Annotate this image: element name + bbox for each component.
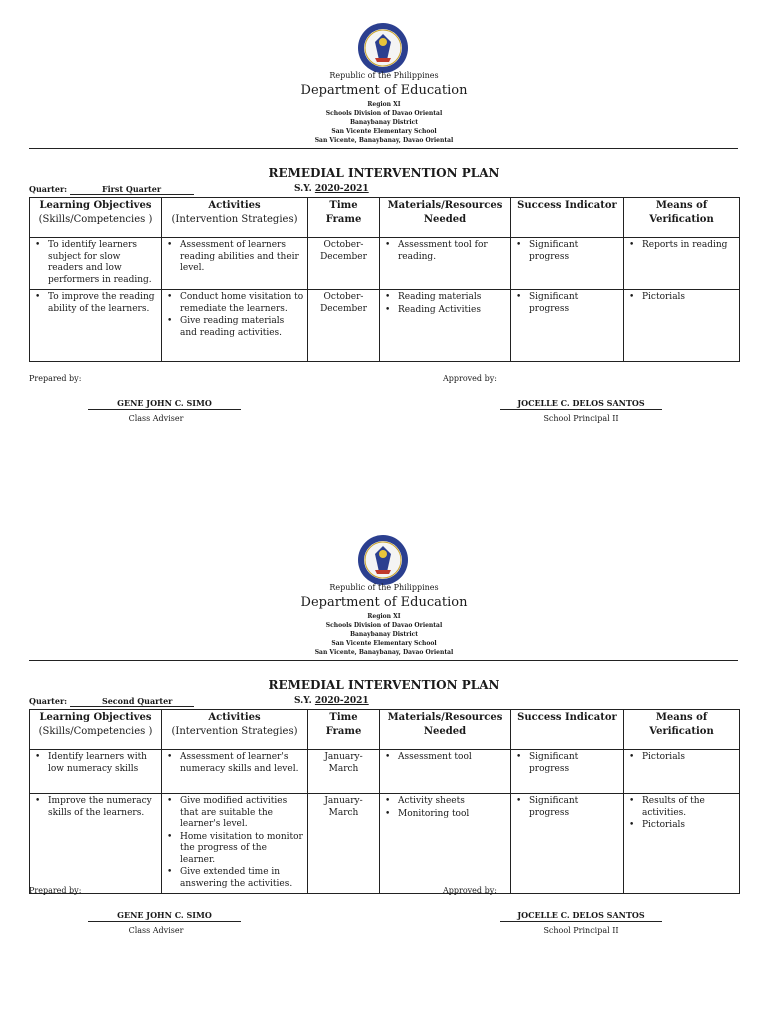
materials-cell: [380, 238, 511, 290]
prepared-by-position: Class Adviser: [128, 926, 184, 935]
quarter-value: First Quarter: [70, 184, 194, 195]
approved-by-name: JOCELLE C. DELOS SANTOS: [500, 910, 662, 922]
bullet-list: [627, 240, 736, 252]
address-text: San Vicente, Banaybanay, Davao Oriental: [314, 137, 454, 144]
objectives-cell: [30, 238, 162, 290]
bullet-list: [627, 292, 736, 304]
means-cell: [624, 290, 740, 362]
col-means: Means of Verification: [624, 198, 740, 238]
means-cell: [624, 750, 740, 794]
bullet-item: • Give modified activities that are suitable the learner's level.: [165, 796, 304, 831]
bullet-item: • Improve the numeracy skills of the learners.: [33, 796, 158, 819]
bullet-list: [33, 240, 158, 286]
header-divider: [29, 660, 738, 661]
bullet-list: [33, 292, 158, 315]
sy-value: 2020-2021: [314, 184, 369, 194]
approved-by-name: JOCELLE C. DELOS SANTOS: [500, 398, 662, 410]
col-success: Success Indicator: [511, 198, 624, 238]
approved-by-label: Approved by:: [443, 374, 497, 383]
department-title: Department of Education: [300, 83, 468, 98]
objectives-cell: [30, 750, 162, 794]
deped-seal-logo: [357, 534, 409, 586]
deped-seal-logo: [357, 22, 409, 74]
bullet-list: [165, 240, 304, 275]
bullet-list: [383, 752, 507, 764]
school-year-field: [294, 184, 369, 194]
sy-label: S.Y.: [294, 184, 312, 194]
materials-cell: [380, 794, 511, 894]
time-frame-cell: January-March: [308, 750, 380, 794]
intervention-table: [29, 197, 740, 362]
bullet-item: • Significant progress: [514, 292, 620, 315]
sy-value: 2020-2021: [314, 696, 369, 706]
bullet-item: • Identify learners with low numeracy skills: [33, 752, 158, 775]
republic-text: Republic of the Philippines: [329, 583, 439, 592]
approved-by-position: School Principal II: [543, 926, 619, 935]
activities-cell: [162, 238, 308, 290]
division-text: Schools Division of Davao Oriental: [325, 110, 443, 117]
means-cell: [624, 238, 740, 290]
prepared-by-label: Prepared by:: [29, 374, 82, 383]
bullet-item: • Assessment tool: [383, 752, 507, 764]
republic-text: Republic of the Philippines: [329, 71, 439, 80]
intervention-table: [29, 709, 740, 894]
bullet-item: • Assessment of learner's numeracy skills and level.: [165, 752, 304, 775]
bullet-item: • Conduct home visitation to remediate the learners.: [165, 292, 304, 315]
bullet-list: [165, 796, 304, 890]
prepared-by-name: GENE JOHN C. SIMO: [88, 910, 241, 922]
time-frame-cell: October-December: [308, 290, 380, 362]
division-text: Schools Division of Davao Oriental: [325, 622, 443, 629]
table-row: [30, 750, 740, 794]
bullet-list: [33, 796, 158, 819]
bullet-item: • Give extended time in answering the activities.: [165, 867, 304, 890]
approved-by-position: School Principal II: [543, 414, 619, 423]
bullet-list: [165, 292, 304, 339]
department-title: Department of Education: [300, 595, 468, 610]
region-text: Region XI: [367, 101, 401, 108]
bullet-list: [383, 292, 507, 316]
activities-cell: [162, 290, 308, 362]
table-header-row: [30, 710, 740, 750]
col-success: Success Indicator: [511, 710, 624, 750]
bullet-item: • To identify learners subject for slow readers and low performers in reading.: [33, 240, 158, 286]
approved-by-label: Approved by:: [443, 886, 497, 895]
table-row: [30, 238, 740, 290]
quarter-field: [29, 696, 194, 707]
col-materials: Materials/Resources Needed: [380, 710, 511, 750]
bullet-item: • Significant progress: [514, 752, 620, 775]
success-cell: [511, 290, 624, 362]
quarter-label: Quarter:: [29, 184, 68, 194]
bullet-list: [627, 752, 736, 764]
bullet-item: • Significant progress: [514, 796, 620, 819]
quarter-value: Second Quarter: [70, 696, 194, 707]
bullet-list: [383, 796, 507, 820]
table-row: [30, 290, 740, 362]
col-objectives: Learning Objectives (Skills/Competencies ): [30, 198, 162, 238]
prepared-by-name: GENE JOHN C. SIMO: [88, 398, 241, 410]
time-frame-cell: October-December: [308, 238, 380, 290]
bullet-item: • Reading materials: [383, 292, 507, 304]
school-text: San Vicente Elementary School: [331, 640, 437, 647]
col-time-frame: Time Frame: [308, 198, 380, 238]
bullet-item: • Pictorials: [627, 292, 736, 304]
bullet-list: [33, 752, 158, 775]
district-text: Banaybanay District: [349, 631, 419, 638]
bullet-list: [627, 796, 736, 832]
bullet-item: • Reading Activities: [383, 305, 507, 317]
activities-cell: [162, 750, 308, 794]
district-text: Banaybanay District: [349, 119, 419, 126]
bullet-item: • Monitoring tool: [383, 809, 507, 821]
bullet-list: [514, 752, 620, 775]
school-text: San Vicente Elementary School: [331, 128, 437, 135]
col-means: Means of Verification: [624, 710, 740, 750]
means-cell: [624, 794, 740, 894]
time-frame-cell: January-March: [308, 794, 380, 894]
bullet-item: • Reports in reading: [627, 240, 736, 252]
success-cell: [511, 794, 624, 894]
prepared-by-position: Class Adviser: [128, 414, 184, 423]
plan-title: REMEDIAL INTERVENTION PLAN: [268, 166, 500, 180]
materials-cell: [380, 290, 511, 362]
bullet-item: • Assessment tool for reading.: [383, 240, 507, 263]
plan-title: REMEDIAL INTERVENTION PLAN: [268, 678, 500, 692]
address-text: San Vicente, Banaybanay, Davao Oriental: [314, 649, 454, 656]
col-time-frame: Time Frame: [308, 710, 380, 750]
header-divider: [29, 148, 738, 149]
table-row: [30, 794, 740, 894]
materials-cell: [380, 750, 511, 794]
bullet-list: [514, 292, 620, 315]
bullet-item: • To improve the reading ability of the learners.: [33, 292, 158, 315]
bullet-list: [165, 752, 304, 775]
success-cell: [511, 750, 624, 794]
bullet-item: • Significant progress: [514, 240, 620, 263]
objectives-cell: [30, 794, 162, 894]
bullet-item: • Pictorials: [627, 752, 736, 764]
col-activities: Activities (Intervention Strategies): [162, 198, 308, 238]
bullet-list: [383, 240, 507, 263]
bullet-item: • Home visitation to monitor the progress of the learner.: [165, 832, 304, 867]
objectives-cell: [30, 290, 162, 362]
success-cell: [511, 238, 624, 290]
activities-cell: [162, 794, 308, 894]
col-objectives: Learning Objectives (Skills/Competencies ): [30, 710, 162, 750]
bullet-item: • Assessment of learners reading abilities and their level.: [165, 240, 304, 275]
bullet-item: • Pictorials: [627, 820, 736, 832]
bullet-list: [514, 240, 620, 263]
table-header-row: [30, 198, 740, 238]
sy-label: S.Y.: [294, 696, 312, 706]
col-materials: Materials/Resources Needed: [380, 198, 511, 238]
bullet-item: • Results of the activities.: [627, 796, 736, 819]
col-activities: Activities (Intervention Strategies): [162, 710, 308, 750]
bullet-item: • Activity sheets: [383, 796, 507, 808]
bullet-item: • Give reading materials and reading activities.: [165, 316, 304, 339]
prepared-by-label: Prepared by:: [29, 886, 82, 895]
quarter-field: [29, 184, 194, 195]
school-year-field: [294, 696, 369, 706]
quarter-label: Quarter:: [29, 696, 68, 706]
region-text: Region XI: [367, 613, 401, 620]
bullet-list: [514, 796, 620, 819]
